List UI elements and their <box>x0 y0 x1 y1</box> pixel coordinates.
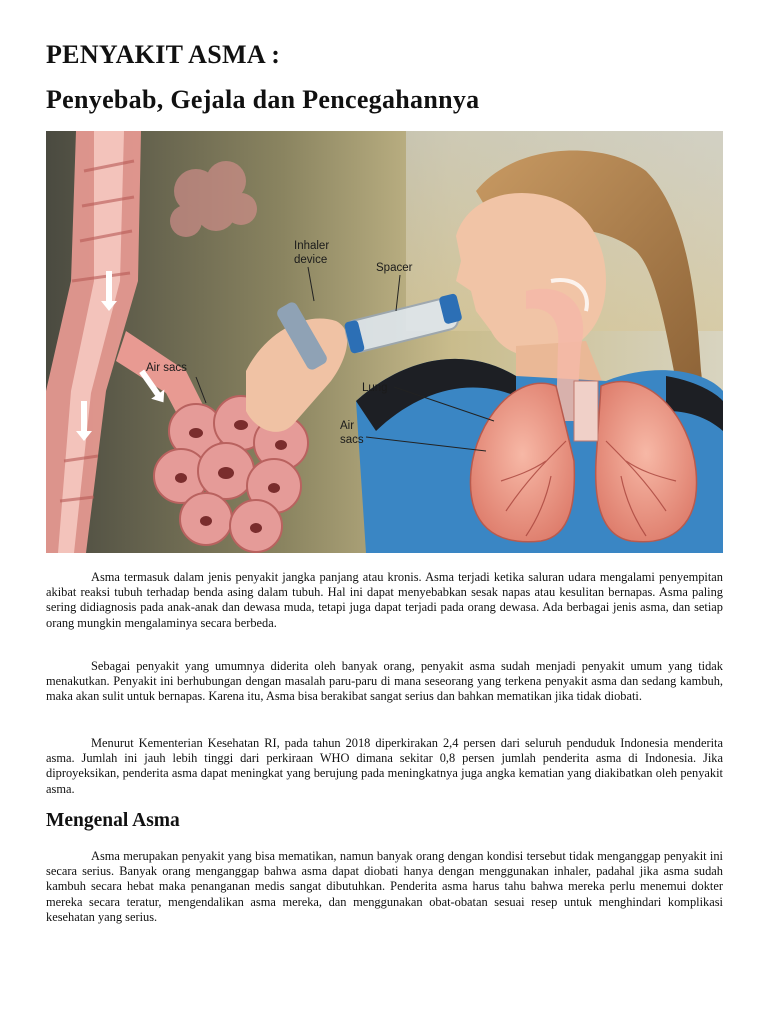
label-lung: Lung <box>362 382 388 394</box>
label-spacer: Spacer <box>376 262 413 274</box>
section-paragraph: Asma merupakan penyakit yang bisa mematikan, namun banyak orang dengan kondisi tersebut tidak menganggap penyakit ini secara serius. Banyak orang menganggap bahwa asma dapat diobati hanya dengan menggunakan inhaler, padahal jika asma sudah kambuh secara hebat maka penanganan medis sangat dibutuhkan. Penderita asma harus tahu bahwa mereka perlu menemui dokter mereka secara teratur, mengendalikan asma mereka, dan menggunakan obat-obatan sesuai resep untuk menghindari komplikasi kesehatan yang serius. <box>46 849 723 924</box>
paragraph-2: Sebagai penyakit yang umumnya diderita oleh banyak orang, penyakit asma sudah menjadi penyakit umum yang tidak menakutkan. Penyakit ini berhubungan dengan masalah paru-paru di mana seseorang yang terkena penyakit asma dan sedang kambuh, maka akan sulit untuk bernapas. Karena itu, Asma bisa berakibat sangat serius dan bahkan mematikan jika tidak diobati. <box>46 659 723 704</box>
label-inhaler-line1: Inhaler <box>294 240 330 252</box>
paragraph-3: Menurut Kementerian Kesehatan RI, pada tahun 2018 diperkirakan 2,4 persen dari seluruh penduduk Indonesia menderita asma. Jumlah ini jauh lebih tinggi dari perkiraan WHO dimana sekitar 0,8 persen jumlah penderita asma di Indonesia. Jika diproyeksikan, penderita asma dapat meningkat yang berujung pada meningkatnya juga angka kematian yang diakibatkan oleh penyakit asma. <box>46 736 723 796</box>
section-heading: Mengenal Asma <box>46 810 180 831</box>
asthma-illustration <box>46 131 723 553</box>
label-air-sacs-right-line1: Air <box>340 420 355 432</box>
label-air-sacs-right-line2: sacs <box>340 434 364 446</box>
label-air-sacs-left: Air sacs <box>146 362 187 374</box>
page-title: PENYAKIT ASMA : <box>46 40 281 69</box>
label-inhaler-line2: device <box>294 254 328 266</box>
paragraph-1: Asma termasuk dalam jenis penyakit jangka panjang atau kronis. Asma terjadi ketika saluran udara mengalami penyempitan akibat reaksi tubuh terhadap benda asing dalam tubuh. Hal ini dapat menyebabkan sesak napas atau kesulitan bernapas. Asma paling sering didiagnosis pada anak-anak dan dewasa muda, tetapi juga dapat terjadi pada orang dewasa. Ada berbagai jenis asma, dan setiap orang mungkin mengalaminya secara berbeda. <box>46 570 723 630</box>
page-subtitle: Penyebab, Gejala dan Pencegahannya <box>46 85 480 114</box>
asthma-illustration-svg <box>46 131 723 553</box>
